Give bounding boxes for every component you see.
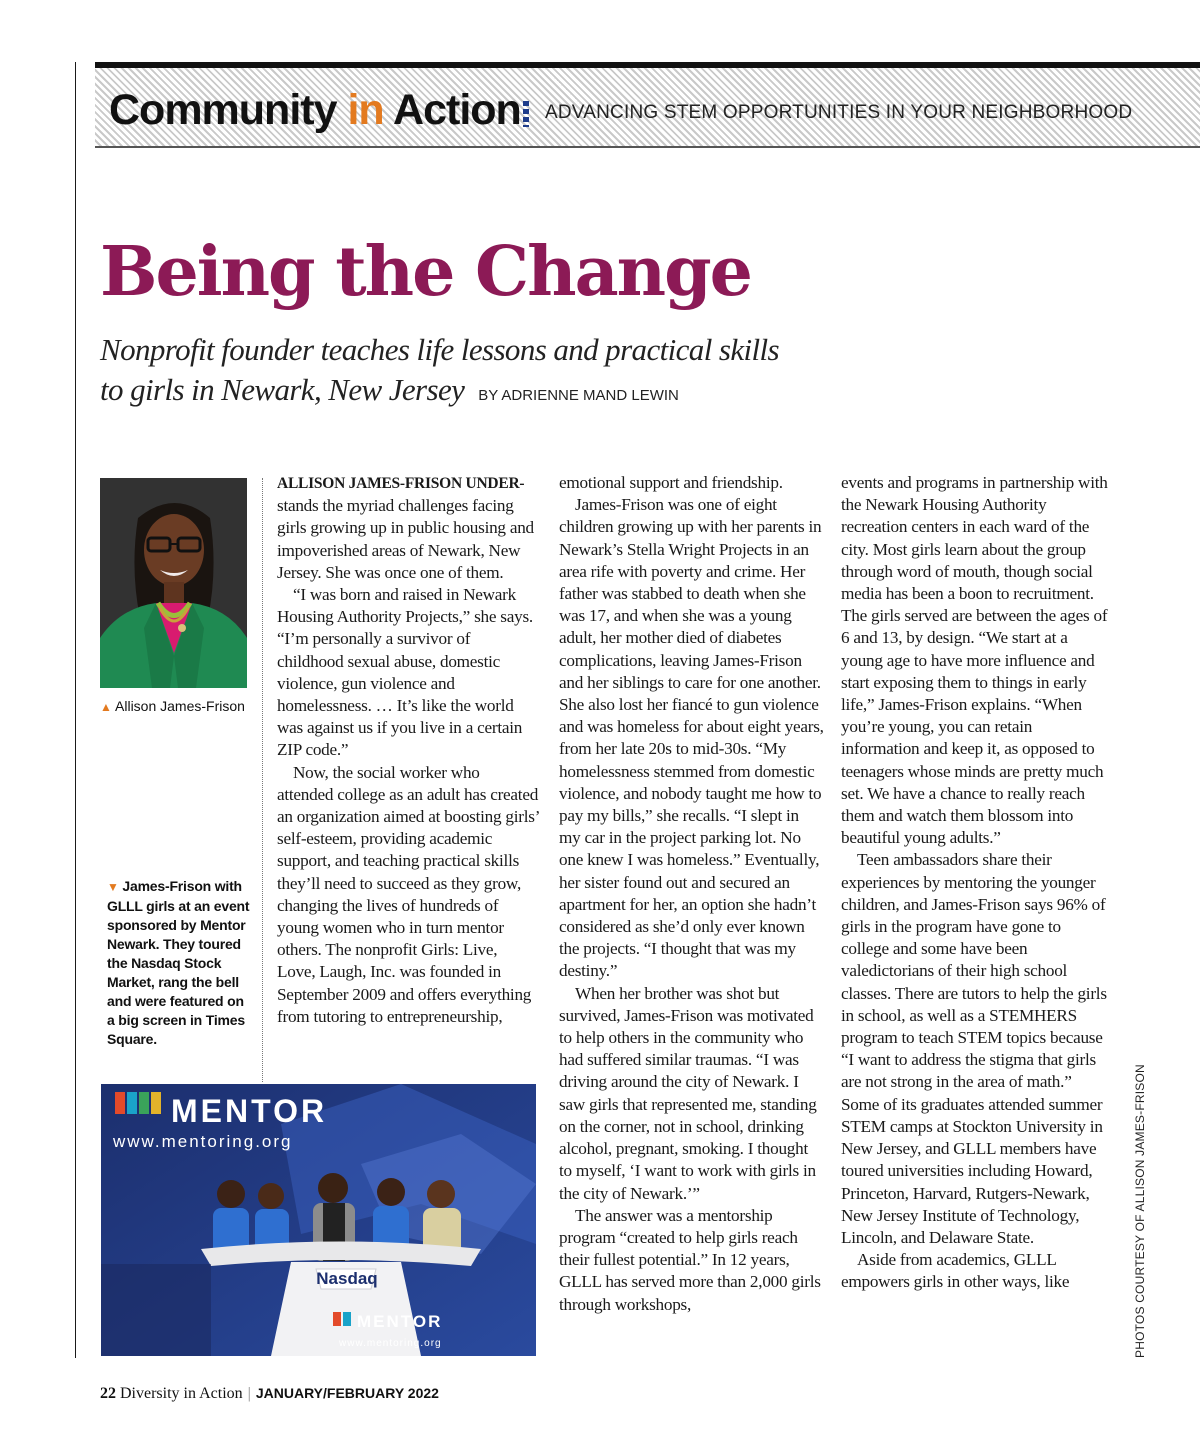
photo-mentor-logo-text: MENTOR xyxy=(171,1093,328,1129)
col2-paragraph-4: The answer was a mentorship program “created to help girls reach their fullest potential.” In 12 years, GLLL has served more than 2,000 girls through workshops, xyxy=(559,1205,821,1314)
article-column-2 xyxy=(559,472,824,1316)
group-caption xyxy=(107,877,255,1049)
article-column-1 xyxy=(277,472,539,1028)
col2-paragraph-1: emotional support and friendship. xyxy=(559,473,783,492)
photo-credit: PHOTOS COURTESY OF ALLISON JAMES-FRISON xyxy=(1133,1064,1147,1358)
section-title-part3: Action xyxy=(393,86,521,134)
deck-line-1: Nonprofit founder teaches life lessons and practical skills xyxy=(100,332,779,367)
page-number: 22 xyxy=(100,1385,116,1402)
photo-podium-logo-text: MENTOR xyxy=(357,1312,443,1331)
col2-paragraph-3: When her brother was shot but survived, James-Frison was motivated to help others in the community who had suffered similar traumas. “I was driving around the city of Newark. I saw girls that represented me, standing on the corner, not in school, drinking alcohol, pregnant, smoking. I thought to myself, ‘I want to work with girls in the city of Newark.’” xyxy=(559,983,817,1203)
caption-down-triangle-icon: ▼ xyxy=(107,880,119,894)
issue-date: JANUARY/FEBRUARY 2022 xyxy=(255,1385,439,1401)
col2-paragraph-2: James-Frison was one of eight children growing up with her parents in Newark’s Stella Wright Projects in an area rife with poverty and crime. Her father was stabbed to death when she was 17, and when she was a young adult, her mother died of diabetes complications, leaving James-Frison and her siblings to care for one another. She also lost her fiancé to gun violence and was homeless for about eight years, from her late 20s to mid-30s. “My homelessness stemmed from domestic violence, and nobody taught me how to pay my bills,” she recalls. “I slept in my car in the project parking lot. No one knew I was homeless.” Eventually, her sister found out and secured an apartment for her, an option she hadn’t considered as she’d only ever known the projects. “I thought that was my destiny.” xyxy=(559,495,824,981)
article-deck xyxy=(100,330,1000,416)
byline: BY ADRIENNE MAND LEWIN xyxy=(478,387,679,404)
photo-mentor-url-text: www.mentoring.org xyxy=(113,1132,293,1151)
portrait-caption xyxy=(100,697,250,717)
column-dotted-divider xyxy=(262,478,263,1082)
col1-paragraph-1 xyxy=(277,472,539,584)
article-column-3 xyxy=(841,472,1108,1294)
section-title-part1: Community xyxy=(109,86,337,134)
magazine-name: Diversity in Action xyxy=(120,1385,243,1402)
article-headline: Being the Change xyxy=(100,232,751,312)
col1-paragraph-1-text: stands the myriad challenges facing girls growing up in public housing and impoverished areas of Newark, New Jersey. She was once one of them. xyxy=(277,496,534,582)
group-illustration xyxy=(101,1084,536,1356)
col3-paragraph-3: Aside from academics, GLLL empowers girls in other ways, like xyxy=(841,1250,1070,1292)
section-title xyxy=(109,86,521,135)
portrait-caption-text: Allison James-Frison xyxy=(115,698,245,714)
group-caption-text: James-Frison with GLLL girls at an event sponsored by Mentor Newark. They toured the Nasdaq Stock Market, rang the bell and were featured on a big screen in Times Square. xyxy=(107,878,250,1047)
col1-paragraph-3: Now, the social worker who attended college as an adult has created an organization aimed at boosting girls’ self-esteem, providing academic support, and teaching practical skills they’ll need to succeed as they grow, changing the lives of hundreds of young women who in turn mentor others. The nonprofit Girls: Live, Love, Laugh, Inc. was founded in September 2009 and offers everything from tutoring to entrepreneurship, xyxy=(277,762,539,1026)
photo-podium-url-text: www.mentoring.org xyxy=(339,1338,442,1349)
page-footer xyxy=(100,1385,439,1403)
footer-separator: | xyxy=(247,1385,251,1402)
portrait-photo xyxy=(100,478,247,688)
caption-up-triangle-icon: ▲ xyxy=(100,700,112,714)
portrait-illustration xyxy=(100,478,247,688)
deck-line-2: to girls in Newark, New Jersey xyxy=(100,372,465,407)
photo-podium-brand-text: Nasdaq xyxy=(316,1269,378,1288)
group-photo xyxy=(101,1084,536,1356)
section-banner xyxy=(95,68,1200,148)
col3-paragraph-2: Teen ambassadors share their experiences by mentoring the younger children, and James-Frison says 96% of girls in the program have gone to college and some have been valedictorians of their high school classes. There are tutors to help the girls in school, as well as a STEMHERS program to teach STEM topics because “I want to address the stigma that girls are not strong in the area of math.” Some of its graduates attended summer STEM camps at Stockton University in New Jersey, and GLLL members have toured universities including Howard, Princeton, Harvard, Rutgers-Newark, New Jersey Institute of Technology, Lincoln, and Delaware State. xyxy=(841,850,1107,1247)
banner-dots-divider xyxy=(523,101,529,127)
col1-paragraph-2: “I was born and raised in Newark Housing Authority Projects,” she says. “I’m personally a survivor of childhood sexual abuse, domestic violence, gun violence and homelessness. … It’s like the world was against us if you live in a certain ZIP code.” xyxy=(277,585,533,760)
col3-paragraph-1: events and programs in partnership with the Newark Housing Authority recreation centers in each ward of the city. Most girls learn about the group through word of mouth, though social media has been a boon to recruitment. The girls served are between the ages of 6 and 13, by design. “We start at a young age to have more influence and start exposing them to things in early life,” James-Frison explains. “When you’re young, you can retain information and keep it, as opposed to teenagers whose minds are pretty much set. We have a chance to really reach them and watch them blossom into beautiful young adults.” xyxy=(841,473,1108,848)
section-subtitle: ADVANCING STEM OPPORTUNITIES IN YOUR NEIGHBORHOOD xyxy=(545,102,1133,123)
col1-lead-in: ALLISON JAMES-FRISON UNDER- xyxy=(277,475,525,492)
page-left-rule xyxy=(75,62,76,1358)
section-title-part2: in xyxy=(347,86,384,134)
